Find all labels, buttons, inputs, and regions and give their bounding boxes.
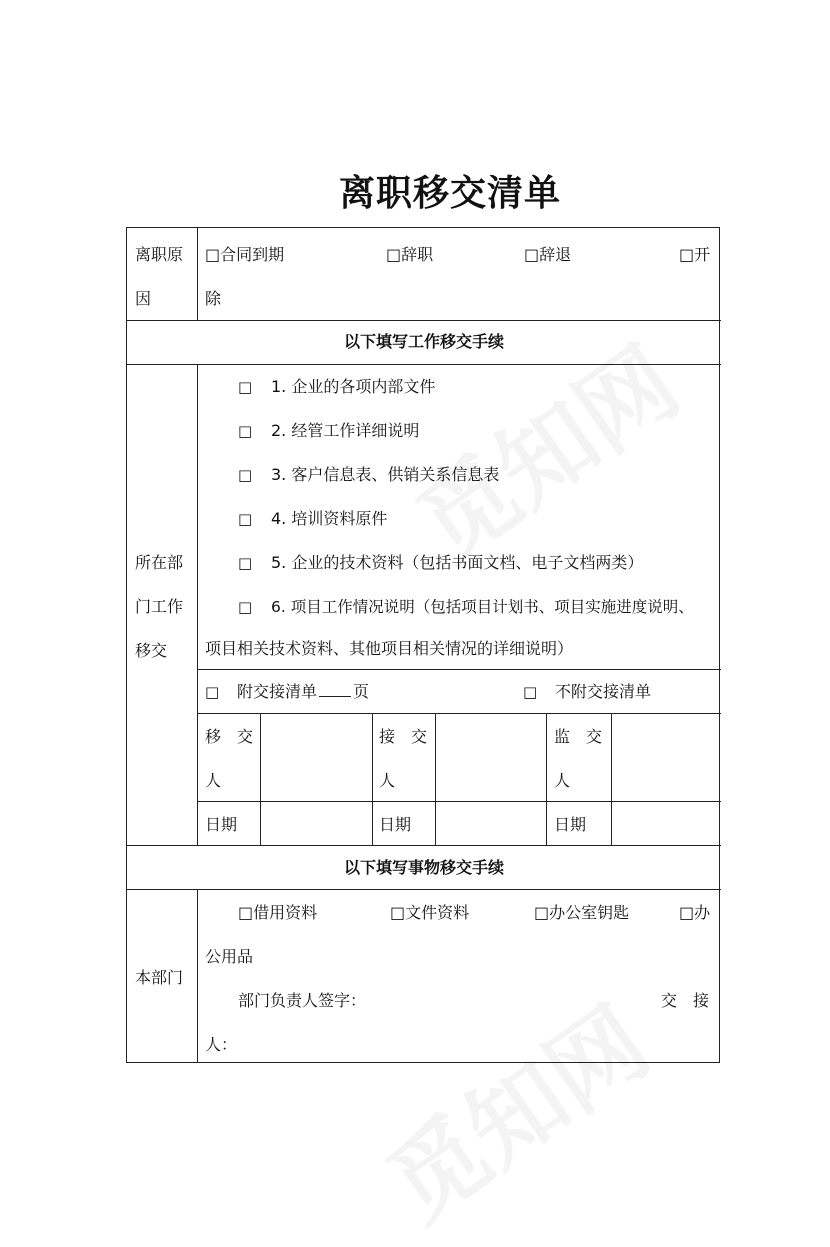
reason-option-contract-expired[interactable]: □合同到期 [205, 245, 285, 264]
goods-option-documents[interactable]: □文件资料 [390, 903, 470, 922]
receiver-signature-wrap: 人： [205, 1035, 238, 1054]
item-checkbox[interactable]: □ [238, 378, 253, 396]
row-divider [127, 364, 721, 365]
col-divider [197, 889, 198, 1062]
reason-option-wrap: 除 [205, 289, 222, 308]
work-item: 4. 培训资料原件 [271, 509, 388, 528]
row-divider [197, 713, 721, 714]
work-item: 3. 客户信息表、供销关系信息表 [271, 465, 500, 484]
col-divider [546, 713, 547, 845]
work-item-wrap: 项目相关技术资料、其他项目相关情况的详细说明） [205, 639, 574, 658]
work-item: 5. 企业的技术资料（包括书面文档、电子文档两类） [271, 553, 644, 572]
work-item: 6. 项目工作情况说明（包括项目计划书、项目实施进度说明、 [271, 598, 694, 616]
item-checkbox[interactable]: □ [238, 510, 253, 528]
no-attach-label: 不附交接清单 [555, 682, 652, 701]
row-divider [127, 889, 721, 890]
row-divider [197, 669, 721, 670]
document-title: 离职移交清单 [338, 173, 561, 214]
goods-option-keys[interactable]: □办公室钥匙 [534, 903, 630, 922]
receiver-signature-label: 交 接 [661, 991, 710, 1010]
col-divider [372, 713, 373, 845]
no-attach-checkbox[interactable]: □ [523, 683, 538, 701]
this-dept-label: 本部门 [135, 968, 184, 987]
supervisor-label: 监 交 [554, 727, 603, 746]
item-checkbox[interactable]: □ [238, 598, 253, 616]
row-divider [127, 320, 721, 321]
dept-head-signature-label: 部门负责人签字： [238, 991, 367, 1010]
item-checkbox[interactable]: □ [238, 554, 253, 572]
date-label: 日期 [379, 815, 412, 834]
attach-checkbox[interactable]: □ [205, 683, 220, 701]
reason-option-resign[interactable]: □辞职 [386, 245, 434, 264]
dept-work-label: 门工作 [135, 597, 184, 616]
col-divider [197, 228, 198, 320]
col-divider [197, 364, 198, 845]
date-label: 日期 [205, 815, 238, 834]
reason-label: 离职原 [135, 245, 184, 264]
goods-option-borrowed[interactable]: □借用资料 [238, 903, 318, 922]
page-count-blank[interactable] [319, 682, 351, 697]
handover-person-label: 移 交 [205, 727, 254, 746]
goods-option-wrap: 公用品 [205, 947, 254, 966]
reason-option-dismiss[interactable]: □辞退 [524, 245, 572, 264]
col-divider [260, 713, 261, 845]
dept-work-label: 移交 [135, 641, 168, 660]
row-divider [127, 845, 721, 846]
supervisor-label: 人 [554, 771, 571, 790]
reason-option-fire[interactable]: □开 [679, 245, 711, 264]
goods-section-header: 以下填写事物移交手续 [343, 858, 504, 877]
receiver-label: 接 交 [379, 727, 428, 746]
date-label: 日期 [554, 815, 587, 834]
receiver-label: 人 [379, 771, 396, 790]
item-checkbox[interactable]: □ [238, 466, 253, 484]
dept-work-label: 所在部 [135, 553, 184, 572]
item-checkbox[interactable]: □ [238, 422, 253, 440]
row-divider [197, 801, 721, 802]
col-divider [611, 713, 612, 845]
attach-list-label: 附交接清单 页 [237, 682, 370, 701]
handover-form [126, 227, 720, 1063]
col-divider [435, 713, 436, 845]
work-section-header: 以下填写工作移交手续 [343, 332, 504, 351]
work-item: 2. 经管工作详细说明 [271, 421, 420, 440]
reason-label: 因 [135, 289, 152, 308]
work-item: 1. 企业的各项内部文件 [271, 377, 436, 396]
handover-person-label: 人 [205, 771, 222, 790]
goods-option-office[interactable]: □办 [679, 903, 711, 922]
